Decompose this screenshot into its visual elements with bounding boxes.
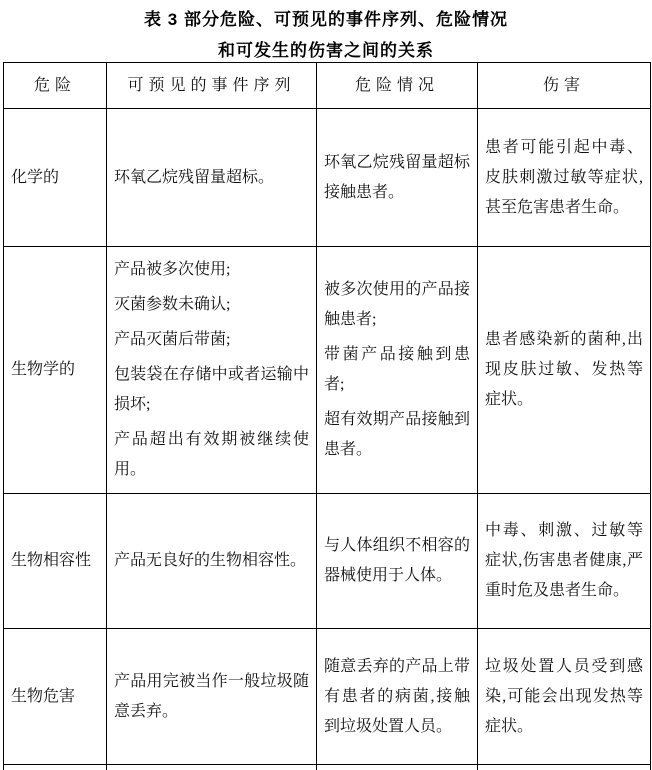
hazard-cell: 化学的 xyxy=(4,109,107,247)
hazard-cell: 生物危害 xyxy=(4,629,107,765)
harm-cell xyxy=(478,247,651,494)
cell-paragraph: 环氧乙烷残留量超标。 xyxy=(114,168,275,186)
empty-cell xyxy=(4,765,107,770)
empty-cell xyxy=(478,765,651,770)
table-row-biohazard xyxy=(4,629,651,765)
cell-paragraph: 带菌产品接触到患者; xyxy=(324,346,470,393)
table-title-line2: 和可发生的伤害之间的关系 xyxy=(218,41,434,60)
table-row-chemical xyxy=(4,109,651,247)
cell-paragraph: 患者感染新的菌种,出现皮肤过敏、发热等症状。 xyxy=(485,331,643,408)
harm-cell xyxy=(478,629,651,765)
cell-paragraph: 产品超出有效期被继续使用。 xyxy=(114,431,309,478)
header-cell-event-sequence: 可预见的事件序列 xyxy=(107,63,317,109)
cell-paragraph: 灭菌参数未确认; xyxy=(114,296,231,313)
empty-cell xyxy=(317,765,478,770)
events-cell xyxy=(107,494,317,629)
header-cell-harm: 伤害 xyxy=(478,63,651,109)
header-cell-hazardous-situation: 危险情况 xyxy=(317,63,478,109)
cell-paragraph: 产品无良好的生物相容性。 xyxy=(114,552,307,569)
cell-paragraph: 中毒、刺激、过敏等症状,伤害患者健康,严重时危及患者生命。 xyxy=(485,522,643,599)
cell-paragraph: 随意丢弃的产品上带有患者的病菌,接触到垃圾处置人员。 xyxy=(324,657,470,735)
empty-cell xyxy=(107,765,317,770)
harm-cell xyxy=(478,109,651,247)
cell-paragraph: 患者可能引起中毒、皮肤刺激过敏等症状,甚至危害患者生命。 xyxy=(485,138,643,216)
cell-paragraph: 环氧乙烷残留量超标接触患者。 xyxy=(324,153,470,201)
situation-cell xyxy=(317,629,478,765)
situation-cell xyxy=(317,247,478,494)
cell-paragraph: 超有效期产品接触到患者。 xyxy=(324,411,470,458)
cell-paragraph: 垃圾处置人员受到感染,可能会出现发热等症状。 xyxy=(485,657,643,735)
cell-paragraph: 被多次使用的产品接触患者; xyxy=(324,281,470,328)
situation-cell xyxy=(317,494,478,629)
hazard-table xyxy=(3,62,651,770)
situation-cell xyxy=(317,109,478,247)
hazard-cell: 生物学的 xyxy=(4,247,107,494)
events-cell xyxy=(107,629,317,765)
table-title xyxy=(0,0,652,66)
cell-paragraph: 包装袋在存储中或者运输中损坏; xyxy=(114,366,309,413)
table-row-biocompatibility xyxy=(4,494,651,629)
events-cell xyxy=(107,109,317,247)
table-row-biological xyxy=(4,247,651,494)
table-header-row xyxy=(4,63,651,109)
cell-paragraph: 与人体组织不相容的器械使用于人体。 xyxy=(324,537,470,584)
harm-cell xyxy=(478,494,651,629)
header-cell-hazard: 危险 xyxy=(4,63,107,109)
events-cell xyxy=(107,247,317,494)
table-row-partial xyxy=(4,765,651,770)
table-title-line1: 表 3 部分危险、可预见的事件序列、危险情况 xyxy=(144,10,508,29)
cell-paragraph: 产品用完被当作一般垃圾随意丢弃。 xyxy=(114,672,309,720)
cell-paragraph: 产品被多次使用; xyxy=(114,261,231,278)
cell-paragraph: 产品灭菌后带菌; xyxy=(114,331,231,348)
hazard-cell: 生物相容性 xyxy=(4,494,107,629)
